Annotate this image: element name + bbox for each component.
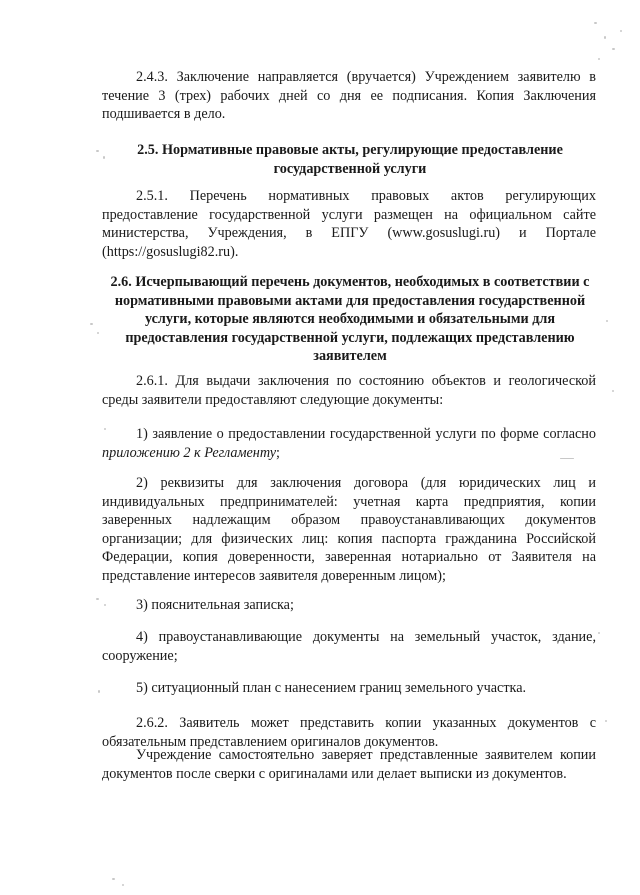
heading-2-5: 2.5. Нормативные правовые акты, регулирующие предоставление государственной услуги [137, 142, 563, 177]
list-item-3: 3) пояснительная записка; [136, 597, 294, 613]
paragraph-2-5-1: 2.5.1. Перечень нормативных правовых актов регулирующих предоставление государственной услуги размещен на официальном сайте министерства, Учреждения, в ЕПГУ (www.gosuslugi.ru) и Портале (https://gosuslugi82.ru). [102, 188, 596, 260]
heading-2-6: 2.6. Исчерпывающий перечень документов, необходимых в соответствии с нормативными правовыми актами для предоставления государственной услуги, которые являются необходимыми и обязательными для предоставления государственной услуги, подлежащих представлению заявителем [110, 274, 590, 365]
list-item-1-end: ; [276, 444, 280, 461]
list-item-1 [102, 425, 596, 462]
paragraph-last: Учреждение самостоятельно заверяет представленные заявителем копии документов после сверки с оригиналами или делает выписки из документов. [102, 747, 596, 782]
paragraph-2-4-3: 2.4.3. Заключение направляется (вручается) Учреждением заявителю в течение 3 (трех) рабочих дней со дня ее подписания. Копия Заключения подшивается в дело. [102, 69, 596, 123]
paragraph-2-6-2: 2.6.2. Заявитель может представить копии указанных документов с обязательным представлением оригиналов документов. [102, 715, 596, 750]
list-item-1-text: 1) заявление о предоставлении государственной услуги по форме согласно [136, 426, 596, 442]
paragraph-2-6-1: 2.6.1. Для выдачи заключения по состоянию объектов и геологической среды заявители предоставляют следующие документы: [102, 373, 596, 408]
list-item-1-appendix-ref: приложению 2 к Регламенту [102, 444, 277, 461]
list-item-2: 2) реквизиты для заключения договора (для юридических лиц и индивидуальных предпринимателей: учетная карта предприятия, копии заверенных надлежащим образом правоустанавливающих документов организации; для физических лиц: копия паспорта гражданина Российской Федерации, копия доверенности, заверенная нотариально от Заявителя на представление интересов заявителя доверенным лицом); [102, 475, 596, 584]
list-item-4: 4) правоустанавливающие документы на земельный участок, здание, сооружение; [102, 629, 596, 664]
list-item-5: 5) ситуационный план с нанесением границ земельного участка. [136, 680, 527, 696]
